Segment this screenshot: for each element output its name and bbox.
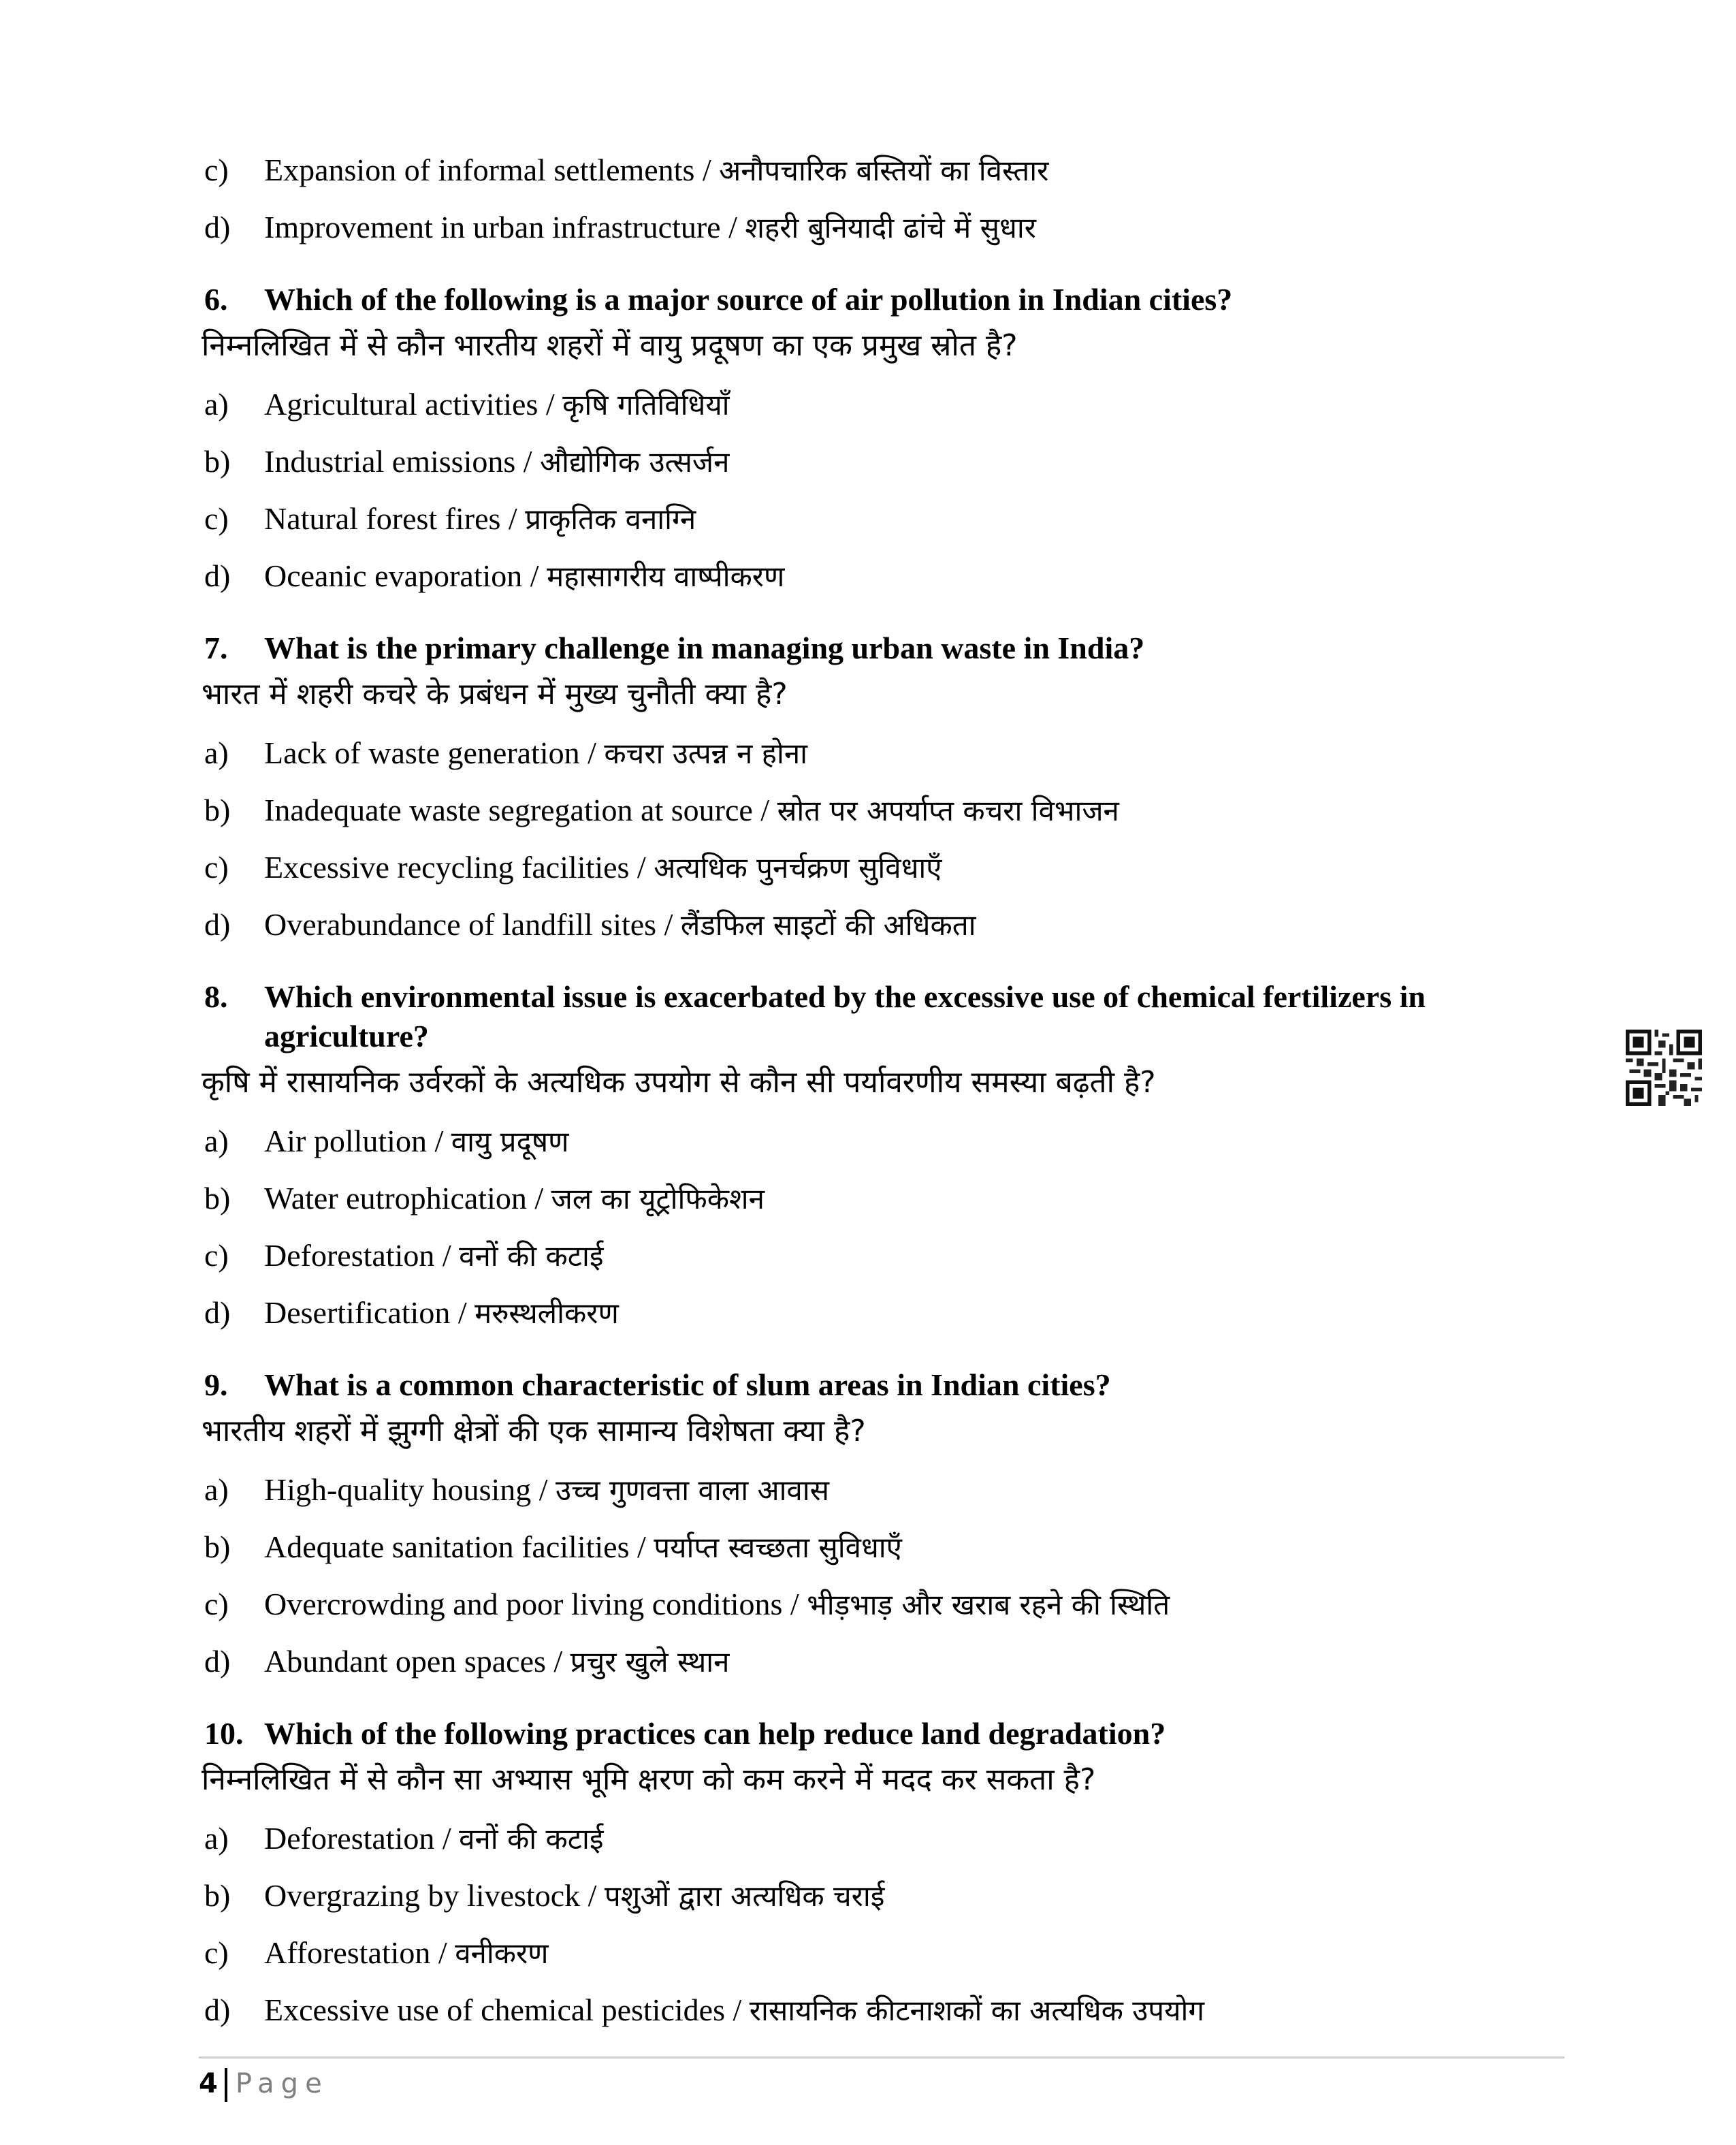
- option-label: b): [204, 1181, 231, 1216]
- option-text-english: Agricultural activities /: [264, 387, 555, 422]
- answer-option: [204, 731, 807, 775]
- option-label: b): [204, 1529, 231, 1564]
- answer-option: [204, 1874, 884, 1918]
- option-text-english: Natural forest fires /: [264, 501, 517, 536]
- answer-option: [204, 148, 1048, 192]
- question-number: 7.: [204, 631, 228, 665]
- option-text-hindi: प्रचुर खुले स्थान: [570, 1645, 730, 1679]
- option-text-hindi: वायु प्रदूषण: [451, 1125, 569, 1158]
- option-text-hindi: उच्च गुणवत्ता वाला आवास: [556, 1474, 830, 1507]
- option-text-english: Adequate sanitation facilities /: [264, 1529, 646, 1564]
- answer-option: [204, 554, 784, 598]
- option-text-hindi: अनौपचारिक बस्तियों का विस्तार: [719, 154, 1049, 187]
- question-hindi: भारतीय शहरों में झुग्गी क्षेत्रों की एक सामान्य विशेषता क्या है?: [202, 1414, 866, 1448]
- question-text-english: [204, 1363, 1111, 1407]
- question-line: What is the primary challenge in managing urban waste in India?: [264, 631, 1145, 665]
- question-text-english: [204, 1015, 429, 1058]
- option-text-english: Excessive use of chemical pesticides /: [264, 1992, 742, 2027]
- answer-option: [204, 497, 696, 541]
- option-text-english: Overcrowding and poor living conditions /: [264, 1587, 799, 1621]
- option-label: c): [204, 153, 229, 187]
- option-text-english: Oceanic evaporation /: [264, 558, 539, 593]
- page-number: 4: [199, 2068, 218, 2099]
- option-text-english: Water eutrophication /: [264, 1181, 544, 1216]
- question-text-hindi: [202, 1758, 1095, 1802]
- answer-option: [204, 1988, 1204, 2032]
- option-text-hindi: अत्यधिक पुनर्चक्रण सुविधाएँ: [654, 851, 942, 885]
- answer-option: [204, 1583, 1170, 1626]
- option-text-english: Deforestation /: [264, 1238, 451, 1273]
- answer-option: [204, 1291, 619, 1335]
- question-line: What is a common characteristic of slum areas in Indian cities?: [264, 1367, 1111, 1402]
- option-label: c): [204, 1935, 229, 1970]
- option-text-hindi: भीड़भाड़ और खराब रहने की स्थिति: [807, 1588, 1170, 1621]
- option-text-english: Deforestation /: [264, 1821, 451, 1856]
- footer-divider: [199, 2056, 1564, 2059]
- option-label: b): [204, 1878, 231, 1913]
- question-hindi: निम्नलिखित में से कौन सा अभ्यास भूमि क्षरण को कम करने में मदद कर सकता है?: [202, 1762, 1096, 1797]
- option-label: a): [204, 735, 229, 770]
- question-text-english: [204, 975, 1426, 1019]
- option-label: c): [204, 501, 229, 536]
- question-text-english: [204, 626, 1144, 670]
- answer-option: [204, 789, 1119, 832]
- answer-option: [204, 1931, 549, 1975]
- option-text-hindi: वनीकरण: [455, 1937, 549, 1970]
- option-text-english: Expansion of informal settlements /: [264, 153, 711, 187]
- option-text-hindi: पशुओं द्वारा अत्यधिक चराई: [604, 1879, 885, 1913]
- option-text-hindi: रासायनिक कीटनाशकों का अत्यधिक उपयोग: [749, 1994, 1204, 2027]
- option-text-hindi: शहरी बुनियादी ढांचे में सुधार: [745, 211, 1036, 244]
- option-label: d): [204, 1295, 231, 1330]
- qr-code: [1626, 1030, 1702, 1106]
- question-hindi: कृषि में रासायनिक उर्वरकों के अत्यधिक उपयोग से कौन सी पर्यावरणीय समस्या बढ़ती है?: [202, 1065, 1156, 1100]
- question-text-hindi: [202, 1061, 1156, 1105]
- page-footer: [199, 2065, 329, 2103]
- answer-option: [204, 846, 942, 889]
- option-text-english: Overabundance of landfill sites /: [264, 907, 673, 942]
- option-label: a): [204, 1124, 229, 1158]
- answer-option: [204, 1525, 902, 1569]
- question-line: Which of the following is a major source of air pollution in Indian cities?: [264, 282, 1233, 317]
- option-text-hindi: प्राकृतिक वनाग्नि: [525, 503, 696, 536]
- question-number: 8.: [204, 979, 228, 1014]
- option-label: d): [204, 1992, 231, 2027]
- answer-option: [204, 1119, 569, 1163]
- option-text-english: High-quality housing /: [264, 1472, 548, 1507]
- option-text-hindi: कचरा उत्पन्न न होना: [604, 737, 808, 770]
- option-text-english: Afforestation /: [264, 1935, 447, 1970]
- question-number: 10.: [204, 1716, 244, 1751]
- option-label: b): [204, 793, 231, 827]
- footer-separator: [225, 2068, 227, 2102]
- option-text-hindi: वनों की कटाई: [459, 1239, 604, 1273]
- option-label: a): [204, 1821, 229, 1856]
- option-text-english: Abundant open spaces /: [264, 1644, 563, 1679]
- option-text-hindi: मरुस्थलीकरण: [475, 1297, 619, 1330]
- option-text-english: Industrial emissions /: [264, 444, 532, 479]
- option-label: a): [204, 387, 229, 422]
- option-label: d): [204, 210, 231, 244]
- answer-option: [204, 1177, 765, 1220]
- option-label: d): [204, 558, 231, 593]
- option-text-hindi: स्रोत पर अपर्याप्त कचरा विभाजन: [777, 794, 1119, 827]
- question-number: 6.: [204, 282, 228, 317]
- page-label: Page: [235, 2068, 329, 2099]
- answer-option: [204, 440, 729, 483]
- option-text-english: Air pollution /: [264, 1124, 444, 1158]
- question-text-english: [204, 1712, 1166, 1755]
- question-text-hindi: [202, 1410, 866, 1453]
- question-text-hindi: [202, 673, 788, 716]
- question-hindi: निम्नलिखित में से कौन भारतीय शहरों में वायु प्रदूषण का एक प्रमुख स्रोत है?: [202, 328, 1018, 363]
- question-line: agriculture?: [264, 1019, 429, 1053]
- option-text-hindi: कृषि गतिविधियाँ: [562, 388, 730, 422]
- option-label: c): [204, 1238, 229, 1273]
- option-text-english: Overgrazing by livestock /: [264, 1878, 597, 1913]
- option-text-english: Improvement in urban infrastructure /: [264, 210, 737, 244]
- option-label: b): [204, 444, 231, 479]
- question-hindi: भारत में शहरी कचरे के प्रबंधन में मुख्य चुनौती क्या है?: [202, 677, 788, 712]
- option-text-hindi: वनों की कटाई: [459, 1822, 604, 1856]
- option-label: c): [204, 1587, 229, 1621]
- option-label: c): [204, 850, 229, 885]
- option-text-english: Inadequate waste segregation at source /: [264, 793, 770, 827]
- option-text-hindi: जल का यूट्रोफिकेशन: [551, 1182, 765, 1216]
- option-text-hindi: औद्योगिक उत्सर्जन: [540, 445, 730, 479]
- option-label: a): [204, 1472, 229, 1507]
- option-label: d): [204, 1644, 231, 1679]
- answer-option: [204, 1640, 729, 1683]
- option-text-hindi: पर्याप्त स्वच्छता सुविधाएँ: [654, 1531, 902, 1564]
- answer-option: [204, 206, 1036, 249]
- answer-option: [204, 1234, 603, 1277]
- option-text-english: Excessive recycling facilities /: [264, 850, 646, 885]
- answer-option: [204, 1817, 603, 1860]
- question-text-hindi: [202, 324, 1018, 368]
- answer-option: [204, 1468, 829, 1512]
- answer-option: [204, 903, 976, 947]
- answer-option: [204, 383, 730, 426]
- question-line: Which environmental issue is exacerbated by the excessive use of chemical fertilizers in: [264, 979, 1426, 1014]
- option-text-hindi: लैंडफिल साइटों की अधिकता: [680, 908, 976, 942]
- option-text-english: Desertification /: [264, 1295, 467, 1330]
- question-number: 9.: [204, 1367, 228, 1402]
- option-text-hindi: महासागरीय वाष्पीकरण: [547, 560, 785, 593]
- option-label: d): [204, 907, 231, 942]
- question-line: Which of the following practices can help reduce land degradation?: [264, 1716, 1166, 1751]
- option-text-english: Lack of waste generation /: [264, 735, 596, 770]
- question-text-english: [204, 278, 1232, 321]
